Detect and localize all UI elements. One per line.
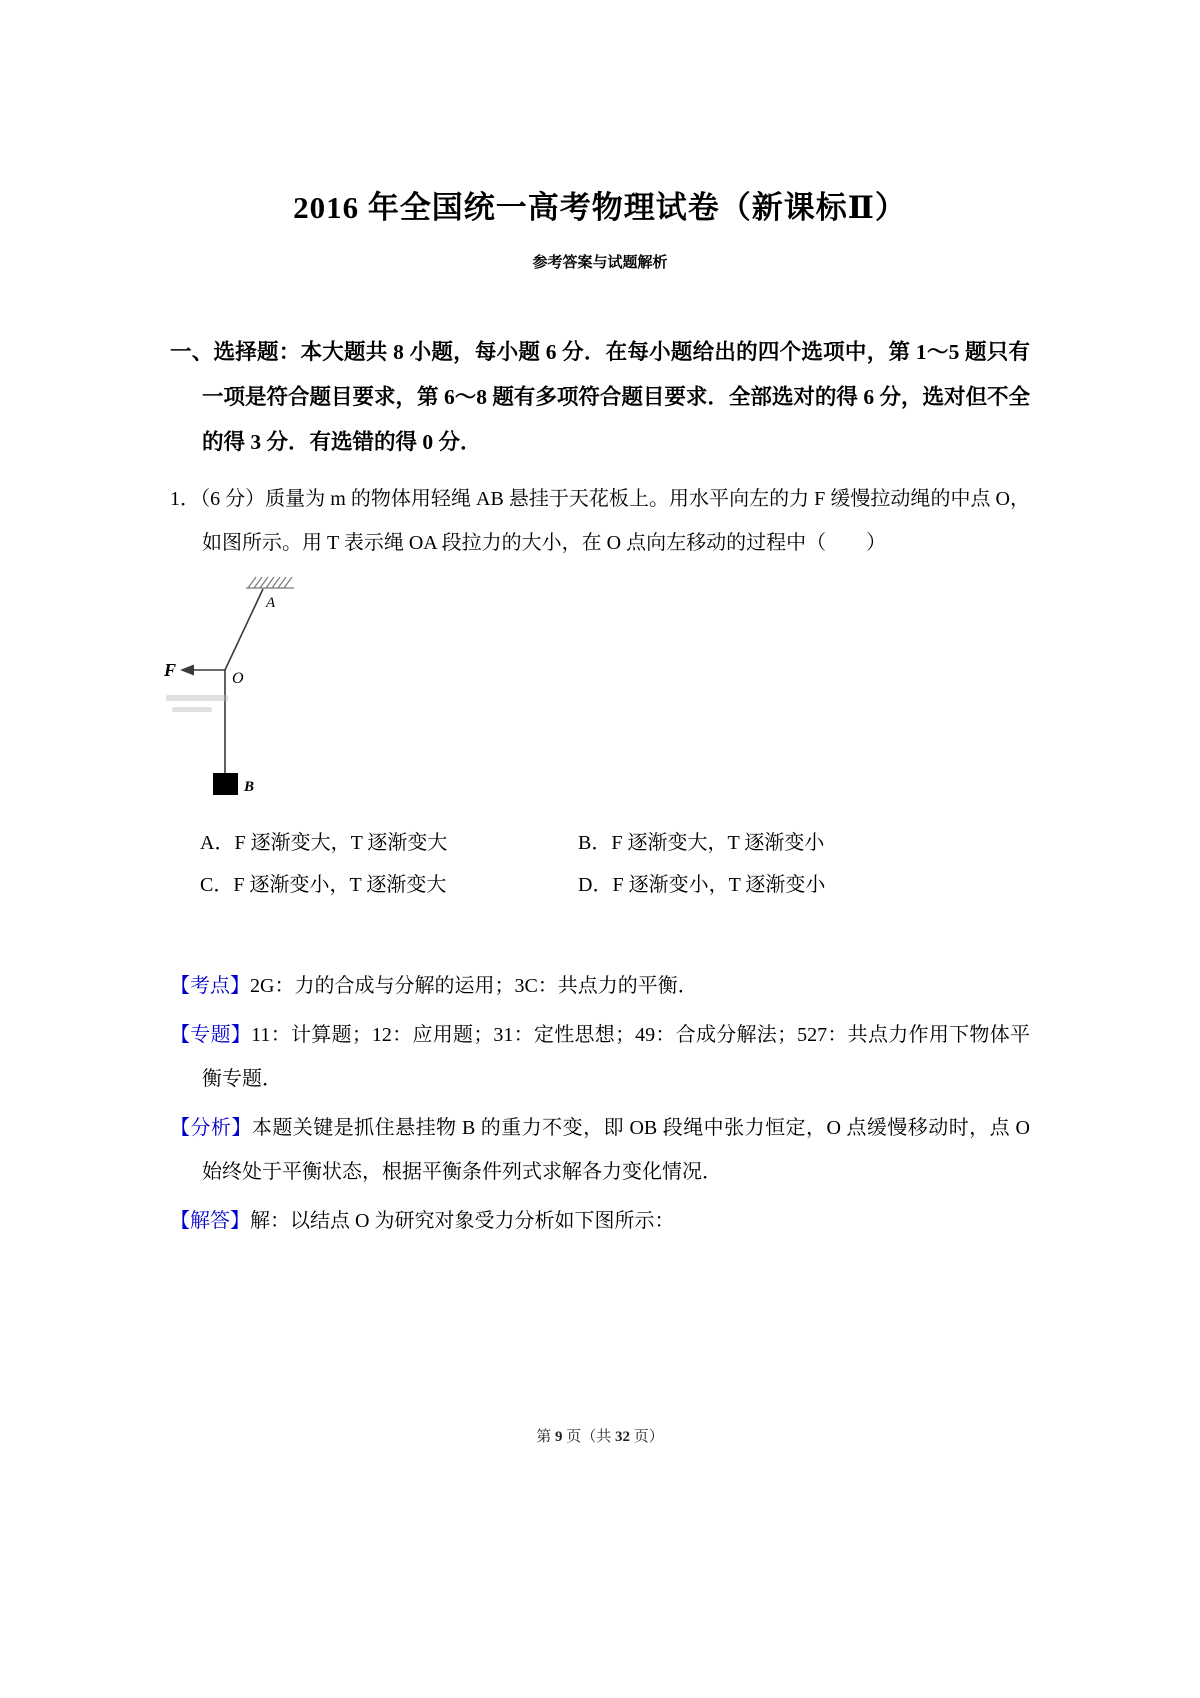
annotation-zhuanti-text: 11：计算题；12：应用题；31：定性思想；49：合成分解法；527：共点力作用下物体平衡专题．: [202, 1024, 1031, 1090]
question-text: （6 分）质量为 m 的物体用轻绳 AB 悬挂于天花板上。用水平向左的力 F 缓慢拉动绳的中点 O，如图所示。用 T 表示绳 OA 段拉力的大小，在 O 点向左移动的过程中（ ）: [200, 488, 1031, 554]
figure-label-b: B: [244, 779, 255, 795]
footer-page-number: 9: [554, 1429, 563, 1445]
physics-figure: [162, 571, 1030, 806]
figure-label-o: O: [232, 670, 244, 687]
page-footer: [0, 1425, 1200, 1446]
option-b-key: B．: [578, 832, 612, 854]
page-title: 2016 年全国统一高考物理试卷（新课标Ⅱ）: [293, 190, 907, 225]
annotation-kaodian: [170, 964, 1030, 1008]
ceiling-hatch-icon: [246, 577, 294, 588]
annotation-fenxi: [170, 1106, 1030, 1194]
option-c-key: C．: [200, 874, 234, 896]
option-c: [200, 864, 578, 906]
question-1: [170, 477, 1030, 565]
annotation-zhuanti: [170, 1013, 1030, 1101]
option-a: [200, 822, 578, 864]
page-content: [0, 182, 1200, 1243]
option-a-text: F 逐渐变大，T 逐渐变大: [234, 832, 448, 854]
footer-post: 页）: [630, 1429, 664, 1445]
answer-options: [170, 822, 1030, 906]
watermark-smudge: [166, 695, 228, 712]
footer-mid: 页（共: [562, 1429, 615, 1445]
option-d-text: F 逐渐变小，T 逐渐变小: [612, 874, 826, 896]
block-b: [213, 773, 238, 795]
annotation-jieda: [170, 1199, 1030, 1243]
rope-pulley-diagram: [162, 571, 392, 806]
question-number: 1．: [170, 488, 201, 510]
option-b: [578, 822, 824, 864]
option-d: [578, 864, 825, 906]
option-c-text: F 逐渐变小，T 逐渐变大: [233, 874, 447, 896]
options-row-2: [200, 864, 1030, 906]
page-subtitle: 参考答案与试题解析: [532, 255, 668, 271]
option-a-key: A．: [200, 832, 235, 854]
annotation-jieda-text: 解：以结点 O 为研究对象受力分析如下图所示：: [250, 1210, 675, 1232]
options-row-1: [200, 822, 1030, 864]
annotation-fenxi-text: 本题关键是抓住悬挂物 B 的重力不变，即 OB 段绳中张力恒定，O 点缓慢移动时，点 O 始终处于平衡状态，根据平衡条件列式求解各力变化情况．: [202, 1117, 1030, 1183]
annotation-jieda-label: 【解答】: [170, 1210, 250, 1232]
annotation-fenxi-label: 【分析】: [170, 1117, 252, 1139]
figure-label-f: F: [164, 660, 177, 680]
rope-segment-oa: [225, 589, 263, 670]
force-f-arrow-icon: [180, 665, 225, 676]
figure-label-a: A: [266, 595, 276, 611]
annotation-kaodian-label: 【考点】: [170, 975, 250, 997]
footer-pre: 第: [536, 1429, 555, 1445]
annotation-kaodian-text: 2G：力的合成与分解的运用；3C：共点力的平衡．: [250, 975, 698, 997]
annotations: [170, 964, 1030, 1243]
option-d-key: D．: [578, 874, 613, 896]
section-heading: 一、选择题：本大题共 8 小题，每小题 6 分．在每小题给出的四个选项中，第 1～5 题只有一项是符合题目要求，第 6～8 题有多项符合题目要求．全部选对的得 6 分，选对但不全的得 3 分．有选错的得 0 分．: [170, 340, 1030, 454]
annotation-zhuanti-label: 【专题】: [170, 1024, 252, 1046]
footer-total-pages: 32: [615, 1429, 630, 1445]
option-b-text: F 逐渐变大，T 逐渐变小: [611, 832, 825, 854]
